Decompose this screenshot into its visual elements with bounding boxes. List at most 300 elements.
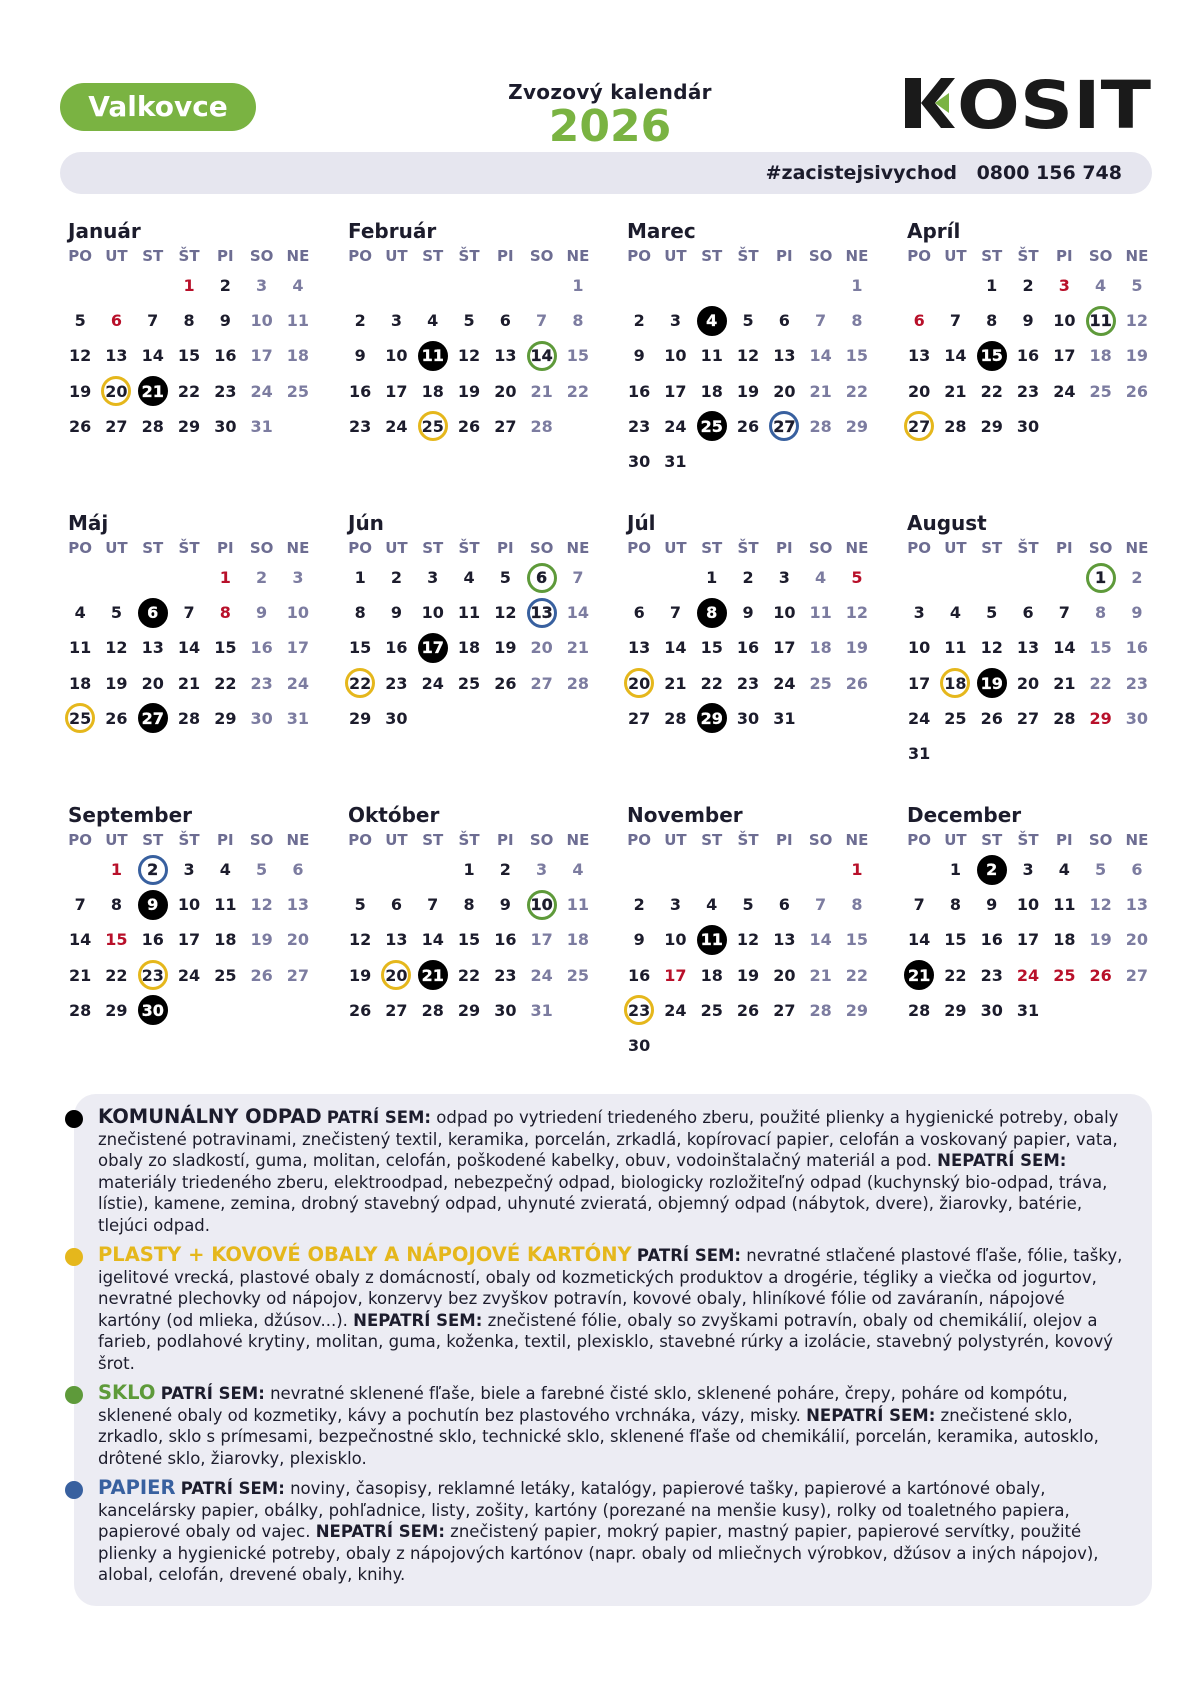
empty-cell	[62, 852, 98, 887]
month-3	[621, 218, 887, 479]
day-number: 3	[390, 311, 402, 331]
weekday-header: NE	[1125, 831, 1149, 849]
holiday-day: 1	[851, 860, 863, 880]
day-cell	[974, 268, 1010, 303]
weekday-header: ŠT	[178, 247, 200, 265]
day-number: 30	[385, 708, 408, 728]
day-cell	[694, 595, 730, 630]
empty-cell	[621, 852, 657, 887]
day-number: 13	[385, 930, 408, 950]
legend-entry-green	[98, 1382, 1128, 1469]
day-cell	[171, 958, 207, 993]
pickup-day-yellow: 27	[904, 411, 934, 441]
day-number: 1	[949, 860, 961, 880]
day-number: 7	[147, 311, 159, 331]
day-number: 7	[536, 311, 548, 331]
day-cell	[378, 595, 414, 630]
day-cell	[974, 630, 1010, 665]
day-cell	[901, 630, 937, 665]
weekday-header: NE	[845, 539, 869, 557]
day-number: 20	[494, 381, 517, 401]
empty-cell	[378, 852, 414, 887]
empty-cell	[1010, 560, 1046, 595]
weekday-header: PO	[68, 831, 93, 849]
day-number: 24	[664, 1000, 687, 1020]
empty-cell	[135, 560, 171, 595]
hashtag-text: #zacistejsivychod	[765, 162, 957, 184]
day-cell	[135, 409, 171, 444]
day-number: 15	[700, 638, 723, 658]
day-number: 27	[530, 673, 553, 693]
holiday-day: 24	[1016, 965, 1040, 985]
day-number: 20	[773, 381, 796, 401]
day-number: 4	[949, 603, 961, 623]
day-number: 7	[183, 603, 195, 623]
day-cell	[901, 701, 937, 736]
day-cell	[451, 993, 487, 1028]
weekday-header: SO	[529, 539, 554, 557]
day-cell	[694, 666, 730, 701]
month-name: Júl	[627, 511, 656, 535]
day-cell	[766, 560, 802, 595]
day-cell	[937, 701, 973, 736]
day-cell	[280, 595, 316, 630]
day-cell	[415, 374, 451, 409]
day-cell	[378, 303, 414, 338]
day-cell	[523, 887, 559, 922]
day-cell	[243, 852, 279, 887]
day-number: 24	[286, 673, 310, 693]
day-number: 30	[736, 708, 760, 728]
day-number: 28	[177, 708, 201, 728]
day-number: 6	[1131, 860, 1143, 880]
day-cell	[560, 666, 596, 701]
day-cell	[451, 409, 487, 444]
day-cell	[839, 303, 875, 338]
day-number: 26	[349, 1000, 372, 1020]
day-number: 6	[292, 860, 304, 880]
weekday-header: ŠT	[178, 539, 200, 557]
day-number: 19	[494, 638, 517, 658]
day-cell	[730, 701, 766, 736]
day-cell	[560, 560, 596, 595]
day-cell	[901, 374, 937, 409]
day-cell	[730, 338, 766, 373]
day-number: 21	[177, 673, 201, 693]
day-cell	[1119, 560, 1155, 595]
weekday-header: UT	[664, 247, 687, 265]
day-number: 20	[530, 638, 553, 658]
month-1	[62, 218, 328, 444]
day-number: 23	[736, 673, 760, 693]
forbidden-label: NEPATRÍ SEM:	[353, 1310, 483, 1330]
day-number: 27	[105, 416, 128, 436]
day-cell	[523, 409, 559, 444]
day-cell	[1010, 630, 1046, 665]
month-days-grid	[621, 244, 887, 479]
day-cell	[839, 560, 875, 595]
empty-cell	[766, 852, 802, 887]
day-cell	[451, 374, 487, 409]
day-number: 16	[494, 930, 517, 950]
day-number: 6	[633, 603, 645, 623]
day-cell	[280, 887, 316, 922]
day-number: 13	[105, 346, 128, 366]
day-number: 6	[499, 311, 511, 331]
day-cell	[694, 303, 730, 338]
empty-cell	[802, 852, 838, 887]
day-number: 3	[292, 568, 304, 588]
day-cell	[280, 303, 316, 338]
weekday-header: ST	[701, 539, 723, 557]
day-cell	[135, 922, 171, 957]
weekday-header: SO	[808, 247, 833, 265]
weekday-header: ST	[142, 831, 164, 849]
day-cell	[378, 922, 414, 957]
day-cell	[342, 409, 378, 444]
day-number: 13	[141, 638, 164, 658]
day-cell	[280, 958, 316, 993]
empty-cell	[342, 268, 378, 303]
day-cell	[1010, 993, 1046, 1028]
day-number: 18	[421, 381, 444, 401]
day-number: 28	[141, 416, 164, 436]
day-cell	[1082, 887, 1118, 922]
day-number: 24	[421, 673, 444, 693]
day-number: 3	[669, 895, 681, 915]
day-cell	[243, 701, 279, 736]
day-cell	[243, 958, 279, 993]
phone-number: 0800 156 748	[976, 162, 1122, 184]
day-cell	[802, 666, 838, 701]
day-cell	[621, 993, 657, 1028]
day-cell	[451, 338, 487, 373]
day-number: 18	[700, 965, 723, 985]
day-cell	[901, 736, 937, 771]
day-cell	[937, 852, 973, 887]
pickup-day-black: 21	[138, 376, 168, 406]
day-cell	[1010, 958, 1046, 993]
day-cell	[342, 560, 378, 595]
weekday-header: NE	[1125, 247, 1149, 265]
day-cell	[171, 701, 207, 736]
day-number: 18	[69, 673, 92, 693]
day-cell	[694, 701, 730, 736]
day-number: 24	[1053, 381, 1076, 401]
day-cell	[766, 887, 802, 922]
day-number: 5	[354, 895, 366, 915]
day-number: 12	[250, 895, 273, 915]
day-number: 8	[851, 311, 863, 331]
holiday-day: 1	[219, 568, 231, 588]
pickup-day-black: 6	[138, 598, 168, 628]
pickup-day-black: 27	[138, 703, 168, 733]
day-number: 19	[736, 381, 760, 401]
month-days-grid	[342, 828, 608, 1028]
day-cell	[487, 993, 523, 1028]
day-number: 13	[494, 346, 517, 366]
calendar-year: 2026	[548, 101, 672, 152]
day-number: 12	[1089, 895, 1112, 915]
day-number: 22	[944, 965, 967, 985]
day-cell	[621, 374, 657, 409]
forbidden-text: materiály triedeného zberu, elektroodpad, nebezpečný odpad, biologicky rozložiteľný odpad (kuchynský bio-odpad, tráva, lístie), kamene, zemina, drobný stavebný odpad, uhynuté zvieratá, objemný odpad (nábytok, dvere), žiarovky, batérie, tlejúci odpad.	[98, 1172, 1108, 1235]
day-cell	[937, 666, 973, 701]
day-cell	[1082, 338, 1118, 373]
day-number: 2	[256, 568, 268, 588]
day-cell	[1082, 922, 1118, 957]
day-cell	[621, 338, 657, 373]
weekday-header: PO	[68, 539, 93, 557]
day-number: 14	[664, 638, 687, 658]
day-cell	[657, 303, 693, 338]
weekday-header: UT	[385, 539, 408, 557]
day-cell	[207, 409, 243, 444]
day-number: 2	[742, 568, 754, 588]
day-cell	[937, 993, 973, 1028]
day-cell	[766, 993, 802, 1028]
day-number: 3	[1022, 860, 1034, 880]
day-number: 24	[177, 965, 201, 985]
day-cell	[730, 887, 766, 922]
day-cell	[694, 374, 730, 409]
weekday-header: SO	[249, 539, 274, 557]
pickup-day-black: 8	[697, 598, 727, 628]
day-cell	[171, 303, 207, 338]
day-cell	[207, 338, 243, 373]
day-number: 18	[214, 930, 237, 950]
day-cell	[1082, 630, 1118, 665]
month-name: September	[68, 803, 192, 827]
day-number: 13	[628, 638, 651, 658]
month-days-grid	[62, 536, 328, 736]
day-cell	[487, 852, 523, 887]
day-number: 31	[1016, 1000, 1040, 1020]
weekday-header: PO	[627, 831, 652, 849]
day-number: 22	[845, 381, 869, 401]
weekday-header: PI	[776, 247, 793, 265]
day-cell	[621, 666, 657, 701]
day-cell	[1119, 268, 1155, 303]
weekday-header: ŠT	[458, 831, 480, 849]
day-number: 19	[845, 638, 869, 658]
day-cell	[342, 701, 378, 736]
weekday-header: PI	[497, 831, 514, 849]
holiday-day: 5	[851, 568, 863, 588]
day-cell	[98, 922, 134, 957]
day-cell	[487, 666, 523, 701]
day-cell	[243, 303, 279, 338]
day-cell	[243, 374, 279, 409]
month-days-grid	[901, 244, 1167, 444]
day-number: 8	[463, 895, 475, 915]
legend-dot-icon	[65, 1248, 83, 1266]
day-cell	[62, 958, 98, 993]
allowed-label: PATRÍ SEM:	[636, 1246, 741, 1265]
weekday-header: SO	[1088, 247, 1113, 265]
day-cell	[98, 993, 134, 1028]
day-cell	[802, 560, 838, 595]
day-cell	[839, 993, 875, 1028]
day-cell	[451, 922, 487, 957]
day-cell	[342, 303, 378, 338]
day-number: 5	[256, 860, 268, 880]
day-cell	[1046, 666, 1082, 701]
day-number: 29	[349, 708, 372, 728]
day-number: 28	[566, 673, 590, 693]
day-number: 14	[944, 346, 967, 366]
day-number: 16	[1125, 638, 1149, 658]
day-number: 30	[980, 1000, 1003, 1020]
pickup-day-black: 19	[977, 668, 1007, 698]
weekday-header: UT	[385, 247, 408, 265]
day-cell	[171, 630, 207, 665]
day-cell	[766, 303, 802, 338]
day-cell	[657, 630, 693, 665]
day-cell	[802, 958, 838, 993]
day-cell	[839, 409, 875, 444]
day-number: 3	[669, 311, 681, 331]
day-number: 8	[949, 895, 961, 915]
day-cell	[487, 595, 523, 630]
legend-category: SKLO	[98, 1381, 156, 1404]
day-number: 16	[1016, 346, 1040, 366]
day-cell	[766, 338, 802, 373]
weekday-header: ST	[701, 831, 723, 849]
day-cell	[839, 338, 875, 373]
day-cell	[839, 666, 875, 701]
day-number: 12	[845, 603, 869, 623]
day-number: 4	[463, 568, 475, 588]
day-cell	[657, 444, 693, 479]
day-number: 31	[664, 452, 687, 472]
day-number: 17	[908, 673, 931, 693]
day-cell	[657, 409, 693, 444]
day-number: 25	[1089, 381, 1112, 401]
day-cell	[1010, 303, 1046, 338]
day-number: 23	[250, 673, 273, 693]
day-cell	[280, 560, 316, 595]
day-cell	[378, 666, 414, 701]
day-number: 3	[256, 276, 268, 296]
svg-text:OSIT: OSIT	[957, 72, 1151, 134]
day-number: 12	[736, 930, 760, 950]
day-number: 29	[980, 416, 1003, 436]
day-number: 28	[421, 1000, 444, 1020]
weekday-header: ŠT	[1017, 831, 1039, 849]
day-number: 23	[1125, 673, 1149, 693]
day-number: 23	[349, 416, 372, 436]
day-cell	[621, 595, 657, 630]
day-number: 29	[177, 416, 201, 436]
day-number: 30	[214, 416, 237, 436]
day-number: 4	[815, 568, 827, 588]
day-number: 5	[499, 568, 511, 588]
day-number: 29	[457, 1000, 481, 1020]
day-number: 12	[105, 638, 128, 658]
day-cell	[451, 666, 487, 701]
day-number: 24	[530, 965, 553, 985]
day-cell	[378, 560, 414, 595]
day-number: 10	[664, 346, 687, 366]
weekday-header: PO	[907, 539, 932, 557]
day-cell	[280, 338, 316, 373]
pickup-day-yellow: 22	[345, 668, 375, 698]
day-cell	[62, 630, 98, 665]
month-12	[901, 802, 1167, 1028]
day-number: 16	[349, 381, 372, 401]
day-number: 27	[494, 416, 517, 436]
holiday-day: 1	[183, 276, 195, 296]
day-cell	[1082, 958, 1118, 993]
day-number: 26	[457, 416, 481, 436]
day-number: 26	[980, 708, 1003, 728]
day-cell	[135, 852, 171, 887]
day-number: 13	[286, 895, 310, 915]
location-badge: Valkovce	[60, 83, 256, 131]
month-5	[62, 510, 328, 736]
day-cell	[98, 887, 134, 922]
empty-cell	[523, 268, 559, 303]
month-6	[342, 510, 608, 736]
day-cell	[730, 374, 766, 409]
weekday-header: ŠT	[737, 539, 759, 557]
empty-cell	[694, 852, 730, 887]
day-number: 6	[1022, 603, 1034, 623]
day-cell	[937, 303, 973, 338]
pickup-day-black: 29	[697, 703, 727, 733]
day-cell	[1119, 701, 1155, 736]
day-cell	[730, 595, 766, 630]
day-number: 15	[566, 346, 590, 366]
day-cell	[342, 630, 378, 665]
day-number: 4	[1095, 276, 1107, 296]
pickup-day-black: 11	[418, 341, 448, 371]
day-number: 26	[105, 708, 128, 728]
day-cell	[171, 922, 207, 957]
month-2	[342, 218, 608, 444]
day-cell	[974, 887, 1010, 922]
day-cell	[974, 958, 1010, 993]
empty-cell	[62, 268, 98, 303]
day-cell	[694, 560, 730, 595]
pickup-day-black: 30	[138, 995, 168, 1025]
day-cell	[378, 374, 414, 409]
pickup-day-yellow: 23	[624, 995, 654, 1025]
day-number: 3	[536, 860, 548, 880]
day-number: 9	[1131, 603, 1143, 623]
pickup-day-black: 21	[418, 960, 448, 990]
day-number: 24	[773, 673, 796, 693]
day-cell	[657, 887, 693, 922]
day-number: 19	[349, 965, 372, 985]
empty-cell	[621, 268, 657, 303]
day-number: 1	[851, 276, 863, 296]
day-cell	[839, 887, 875, 922]
day-number: 21	[69, 965, 92, 985]
day-cell	[378, 993, 414, 1028]
weekday-header: ST	[981, 247, 1003, 265]
day-cell	[1082, 303, 1118, 338]
day-cell	[135, 374, 171, 409]
day-cell	[937, 409, 973, 444]
day-cell	[766, 701, 802, 736]
day-cell	[451, 852, 487, 887]
day-number: 14	[69, 930, 92, 950]
day-cell	[730, 958, 766, 993]
day-cell	[415, 993, 451, 1028]
day-number: 4	[427, 311, 439, 331]
